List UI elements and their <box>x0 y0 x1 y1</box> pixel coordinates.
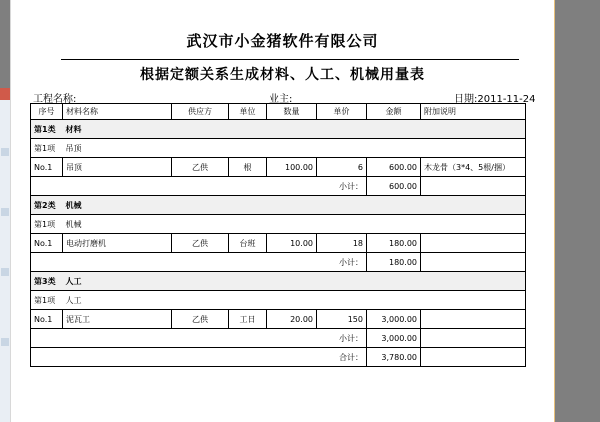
supplier: 乙供 <box>172 158 229 177</box>
column-header: 材料名称 <box>63 104 172 120</box>
subtotal-label: 小计： <box>31 177 367 196</box>
amount: 3,000.00 <box>367 310 421 329</box>
column-header: 附加说明 <box>421 104 526 120</box>
background-window-icon <box>1 208 9 216</box>
item-group-row <box>31 215 526 234</box>
owner-label: 业主: <box>269 94 293 105</box>
unit: 台班 <box>229 234 267 253</box>
category-name: 机械 <box>63 196 526 215</box>
report-page <box>10 0 555 422</box>
column-header: 序号 <box>31 104 63 120</box>
category-code: 第3类 <box>31 272 63 291</box>
category-row <box>31 120 526 139</box>
row-number: No.1 <box>31 234 63 253</box>
subtotal-note <box>421 329 526 348</box>
quantity: 20.00 <box>267 310 317 329</box>
subtotal-label: 小计： <box>31 329 367 348</box>
note: 木龙骨（3*4、5根/捆） <box>421 158 526 177</box>
category-code: 第1类 <box>31 120 63 139</box>
total-value: 3,780.00 <box>367 348 421 367</box>
row-number: No.1 <box>31 158 63 177</box>
background-window-icon <box>1 268 9 276</box>
supplier: 乙供 <box>172 234 229 253</box>
category-row <box>31 272 526 291</box>
total-row <box>31 348 526 367</box>
column-header: 金额 <box>367 104 421 120</box>
subtotal-value: 3,000.00 <box>367 329 421 348</box>
amount: 180.00 <box>367 234 421 253</box>
row-number: No.1 <box>31 310 63 329</box>
item-name: 机械 <box>63 215 526 234</box>
unit: 根 <box>229 158 267 177</box>
table-row <box>31 158 526 177</box>
title-divider <box>61 59 519 60</box>
background-window-accent <box>0 88 10 100</box>
item-group-row <box>31 291 526 310</box>
category-code: 第2类 <box>31 196 63 215</box>
subtotal-value: 600.00 <box>367 177 421 196</box>
item-code: 第1项 <box>31 215 63 234</box>
table-row <box>31 310 526 329</box>
subtotal-label: 小计： <box>31 253 367 272</box>
material-name: 吊顶 <box>63 158 172 177</box>
column-header: 单价 <box>317 104 367 120</box>
category-row <box>31 196 526 215</box>
subtotal-row <box>31 329 526 348</box>
category-name: 人工 <box>63 272 526 291</box>
item-code: 第1项 <box>31 139 63 158</box>
item-code: 第1项 <box>31 291 63 310</box>
report-date: 日期:2011-11-24 <box>454 94 536 105</box>
unit-price: 150 <box>317 310 367 329</box>
table-header-row <box>31 104 526 120</box>
unit-price: 6 <box>317 158 367 177</box>
quantity: 100.00 <box>267 158 317 177</box>
note <box>421 234 526 253</box>
item-name: 吊顶 <box>63 139 526 158</box>
amount: 600.00 <box>367 158 421 177</box>
column-header: 供应方 <box>172 104 229 120</box>
material-name: 泥瓦工 <box>63 310 172 329</box>
item-group-row <box>31 139 526 158</box>
project-name-label: 工程名称: <box>33 94 77 105</box>
subtotal-row <box>31 253 526 272</box>
subtotal-row <box>31 177 526 196</box>
supplier: 乙供 <box>172 310 229 329</box>
background-window-icon <box>1 338 9 346</box>
material-name: 电动打磨机 <box>63 234 172 253</box>
unit-price: 18 <box>317 234 367 253</box>
item-name: 人工 <box>63 291 526 310</box>
total-note <box>421 348 526 367</box>
total-label: 合计： <box>31 348 367 367</box>
quantity: 10.00 <box>267 234 317 253</box>
category-name: 材料 <box>63 120 526 139</box>
subtotal-value: 180.00 <box>367 253 421 272</box>
subtotal-note <box>421 177 526 196</box>
column-header: 数量 <box>267 104 317 120</box>
unit: 工日 <box>229 310 267 329</box>
table-row <box>31 234 526 253</box>
background-window-icon <box>1 148 9 156</box>
subtotal-note <box>421 253 526 272</box>
report-title: 根据定额关系生成材料、人工、机械用量表 <box>140 67 425 83</box>
materials-table <box>30 103 526 367</box>
column-header: 单位 <box>229 104 267 120</box>
company-name: 武汉市小金猪软件有限公司 <box>186 32 379 50</box>
note <box>421 310 526 329</box>
